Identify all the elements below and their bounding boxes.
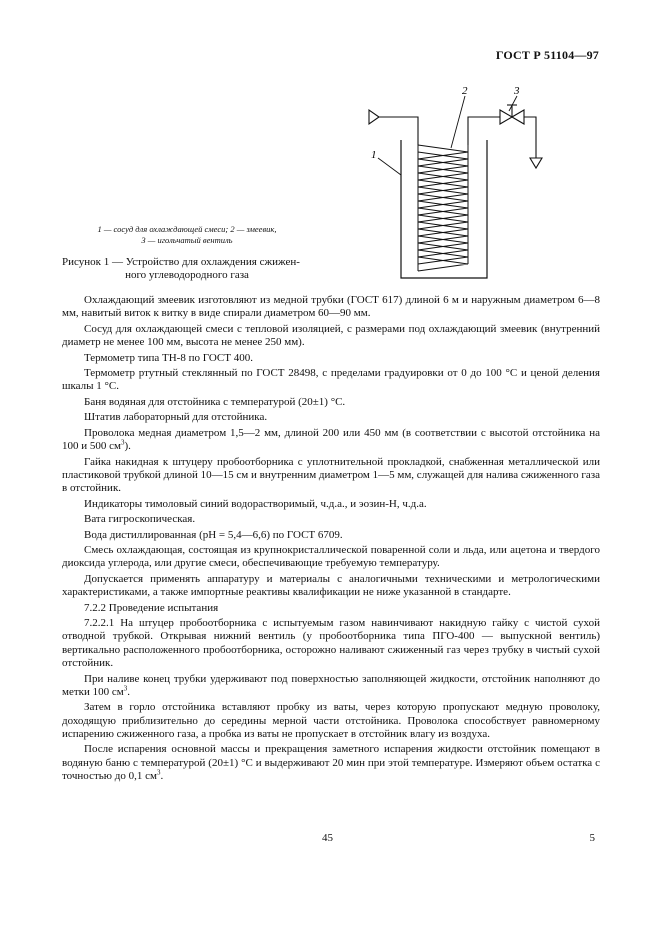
cooling-device-figure (0, 0, 661, 290)
callout-2: 2 (462, 85, 468, 97)
paragraph: 7.2.2.1 На штуцер пробоотборника с испытуемым газом навинчивают накидную гайку с чистой сухой отводной трубкой. Открывая нижний вентиль (у пробоотборника типа ПГО-400 — выпускной вентиль) вертикально расположенного пробоотборника, осторожно наливают сжиженный газ через трубку в чистый сухой отстойник. (62, 617, 600, 670)
page-number-right: 5 (589, 832, 595, 844)
figure-caption (62, 256, 312, 282)
paragraph: Сосуд для охлаждающей смеси с тепловой изоляцией, с размерами под охлаждающий змеевик (внутренний диаметр не менее 100 мм, высота не менее 250 мм). (62, 322, 600, 349)
paragraph: Охлаждающий змеевик изготовляют из медной трубки (ГОСТ 617) длиной 6 м и наружным диаметром 6—8 мм, навитый виток к витку в виде спирали диаметром 60—90 мм. (62, 294, 600, 320)
vessel-outline (401, 140, 487, 278)
legend-line-2: 3 — игольчатый вентиль (141, 235, 233, 245)
paragraph: Допускается применять аппаратуру и материалы с аналогичными техническими и метрологическими характеристиками, а также импортные реактивы квалификации не ниже указанной в стандарте. (62, 572, 600, 599)
paragraph: Термометр ртутный стеклянный по ГОСТ 28498, с пределами градуировки от 0 до 100 °С и ценой деления шкалы 1 °С. (62, 367, 600, 393)
page-number-center: 45 (322, 832, 333, 844)
paragraph: Смесь охлаждающая, состоящая из крупнокристаллической поваренной соли и льда, или ацетона и твердого диоксида углерода, или другие смеси, обеспечивающие требуемую температуру. (62, 544, 600, 570)
paragraph: После испарения основной массы и прекращения заметного испарения жидкости отстойник помещают в водяную баню с температурой (20±1) °С и выдерживают 20 мин при этой температуре. Измеряют объем остатка с точностью до 0,1 $см^3$. (62, 743, 600, 782)
callout-3: 3 (514, 85, 520, 97)
body-text (62, 294, 600, 785)
standard-number-header: ГОСТ Р 51104—97 (495, 48, 599, 62)
drain-pipe (524, 117, 536, 158)
legend-line-1: 1 — сосуд для охлаждающей смеси; 2 — змеевик, (97, 224, 277, 234)
coil-spiral (418, 145, 468, 271)
paragraph: Штатив лабораторный для отстойника. (84, 411, 268, 424)
caption-line-1: Рисунок 1 — Устройство для охлаждения сжижен- (62, 256, 300, 268)
paragraph: Проволока медная диаметром 1,5—2 мм, длиной 200 или 450 мм (в соответствии с высотой отстойника на 100 и 500 $см^3$). (62, 426, 600, 453)
outlet-pipe (468, 117, 500, 145)
paragraph: Баня водяная для отстойника с температурой (20±1) °С. (84, 395, 346, 408)
inlet-pipe (379, 117, 418, 145)
paragraph: При наливе конец трубки удерживают под поверхностью заполняющей жидкости, отстойник наполняют до метки 100 $см^3$. (62, 672, 600, 698)
callout-1: 1 (371, 149, 377, 161)
figure-legend (62, 224, 312, 246)
paragraph: Затем в горло отстойника вставляют пробку из ваты, через которую пропускают медную проволоку, доходящую приблизительно до середины мерной части отстойника. Проволока способствует равномерному испарению сжиженного газа, а пробка из ваты не пропускает в отстойник влагу из воздуха. (62, 701, 600, 740)
paragraph: Гайка накидная к штуцеру пробоотборника с уплотнительной прокладкой, снабженная металлической или пластиковой трубкой длиной 10—15 см и внутренним диаметром 1—5 мм, служащей для налива сжиженного газа в отстойник. (62, 455, 600, 495)
paragraph: Вода дистиллированная (pH = 5,4—6,6) по ГОСТ 6709. (84, 528, 343, 541)
caption-line-2: ного углеводородного газа (125, 269, 249, 281)
inlet-arrow (369, 110, 379, 124)
section-heading: 7.2.2 Проведение испытания (84, 601, 219, 614)
paragraph: Термометр типа ТН-8 по ГОСТ 400. (84, 351, 253, 364)
paragraph: Индикаторы тимоловый синий водорастворимый, ч.д.а., и эозин-Н, ч.д.а. (84, 497, 427, 510)
drain-arrow (530, 158, 542, 168)
paragraph: Вата гигроскопическая. (84, 513, 196, 526)
